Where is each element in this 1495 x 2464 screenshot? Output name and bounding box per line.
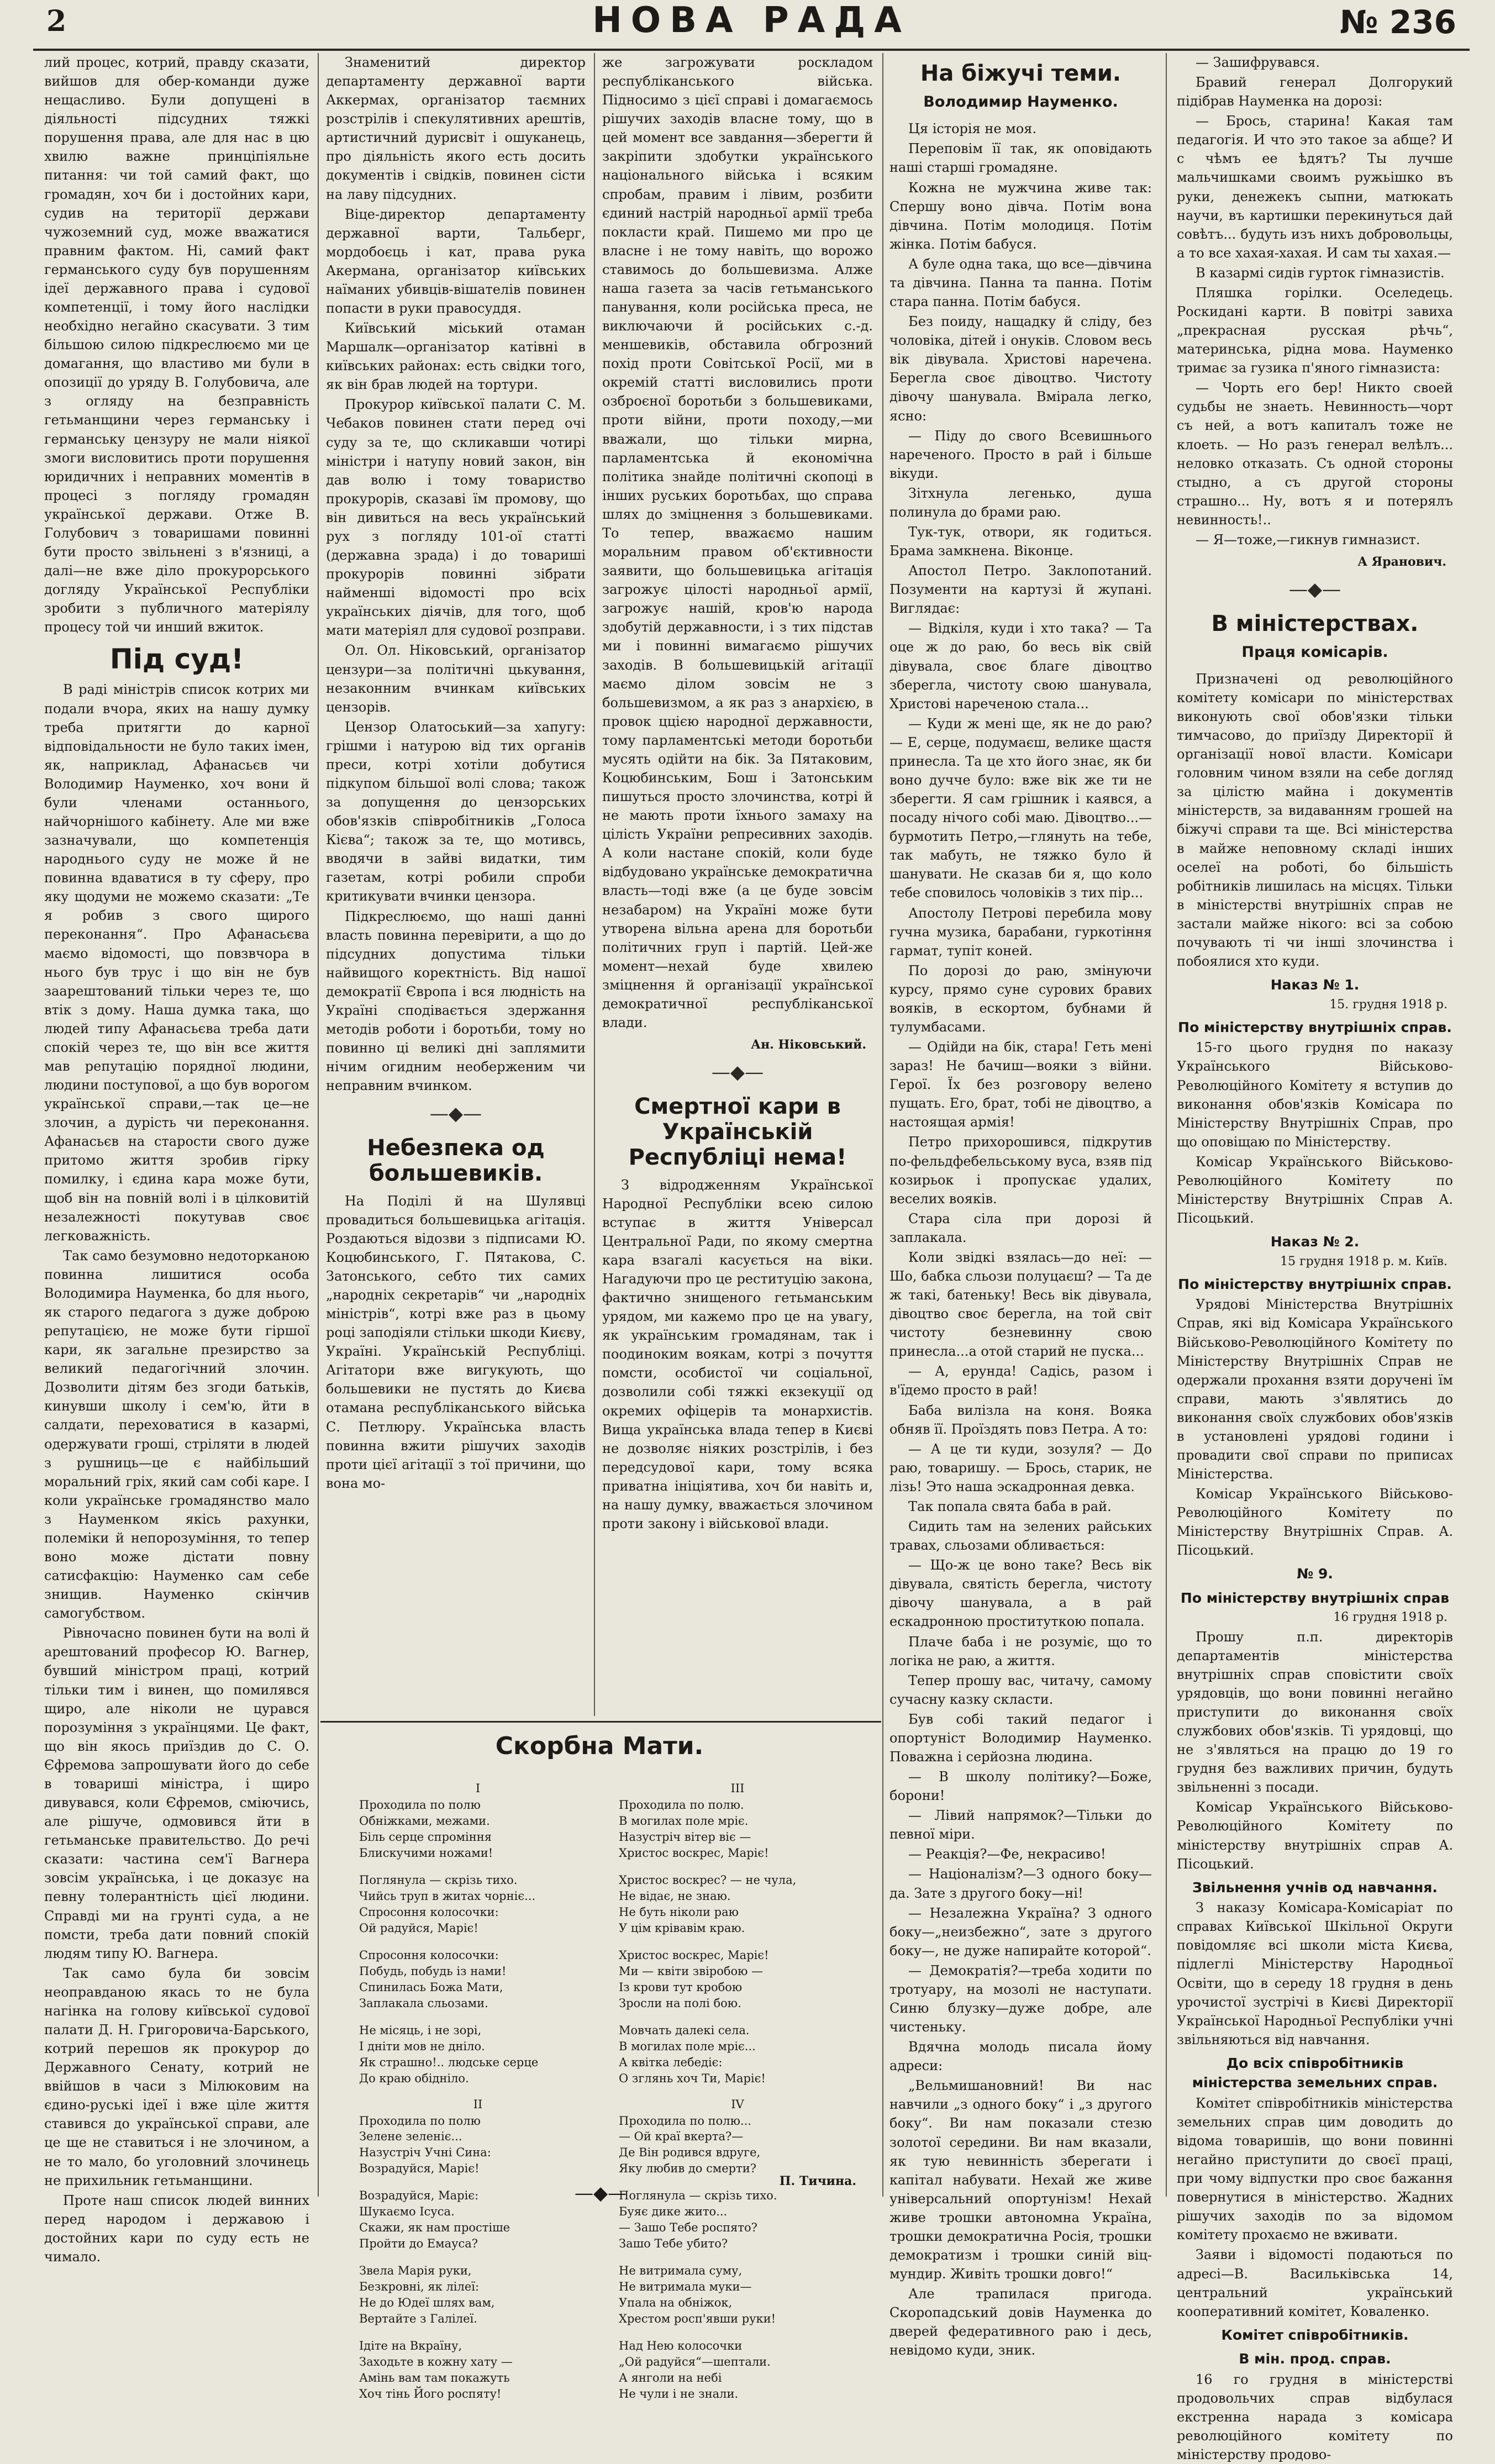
stanza-number: IV (731, 2097, 744, 2111)
article-text: З наказу Комісара-Комісаріат по справах Київської Шкільної Округи повідомляє всі школи міста Києва, підлеглі Міністерству Народньої Освіти, що в середу 18 грудня в день урочистої зустрічі в Києві Директорії Української Народньої Республіки учні звільняються від навчання. (1177, 1900, 1453, 2047)
page-number: 2 (46, 4, 67, 38)
order-heading: По міністерству внутрішніх справ. (1178, 1276, 1452, 1292)
issue-number: № 236 (1339, 3, 1456, 41)
article-text: Підкреслюємо, що наші данні власть повинна перевірити, а що до підсудних допустима тільки найвищого коректність. Від нашої демократії Європа і вся людність на Україні сподівається здержання методів роботи і боротьби, тому но повинно ці великі дні заплямити нічим огидним необерженим чи неправним вчинком. (326, 908, 586, 1094)
article-text: 15-го цього грудня по наказу Українського Військово-Революційного Комітету я вступив до виконання обов'язків Комісара по Міністерству Внутрішніх Справ, про що оповіщаю по Міністерству. (1177, 1040, 1453, 1150)
ornament-divider: —◆— (1288, 578, 1341, 601)
article-text: — Я—тоже,—гикнув гимназист. (1196, 531, 1420, 547)
order-date: 16 грудня 1918 р. (1333, 1610, 1447, 1625)
article-text: Зітхнула легенько, душа полинула до брами раю. (889, 485, 1152, 520)
stanza: Звела Марія руки, Безкровні, як лілеї: Не до Юдеї шлях вам, Вертайте з Галілеї. (359, 2264, 495, 2326)
article-text: — Куди ж мені ще, як не до раю? — Е, серце, подумаєш, велике щастя принесла. Та це хто його знає, як би воно дучче було: вже вік же ти не зберегти. Я сам грішник і каявся, а посаду нічого собі маю. Дівоцтво...—бурмотить Петро,—глянуть на тебе, так мабуть, не тяжко було й шанувати. Не сказав би я, що коло тебе сповилось чоловіків з тих пір... (889, 715, 1152, 901)
section-rule (320, 1721, 881, 1723)
article-text: — А це ти куди, зозуля? — До раю, товаришу. — Брось, старик, не лізь! Это наша эскадронная девка. (889, 1441, 1152, 1494)
article-text: Апостолу Петрові перебила мову гучна музика, барабани, гуркотіння гармат, тупіт коней. (889, 905, 1152, 959)
newspaper-title: НОВА РАДА (592, 0, 910, 41)
order-date: 15. грудня 1918 р. (1329, 997, 1447, 1012)
article-text: Урядові Міністерства Внутрішніх Справ, які від Комісара Українського Військово-Революційного Комітету по Міністерству Внутрішніх Справ не одержали прохання взяти доручені їм справи, мають з'являтись до виконання своїх службових обов'язків в установлені урядові години і провадити свої справи по приписах Міністерства. (1177, 1297, 1453, 1482)
article-text: Проте наш список людей винних перед народом і державою і достойних кари по суду есть не чимало. (44, 2192, 309, 2265)
order-number: Наказ № 1. (1270, 977, 1360, 993)
column-4 (889, 53, 1152, 2358)
article-title: До всіх співробітників міністерства земельних справ. (1192, 2055, 1438, 2091)
article-text: Вдячна молодь писала йому адреси: (889, 2039, 1152, 2074)
poem-title: Скорбна Мати. (495, 1732, 704, 1760)
article-title: На біжучі теми. (920, 61, 1122, 86)
article-text: З відродженням Української Народної Республіки всею силою вступає в життя Універсал Центральної Ради, по якому смертна кара взагалі касується на віки. Нагадуючи про це реституцію закона, фактично знищеного гетьманським урядом, ми кажемо про це на увагу, як українським громадянам, так і поодиноким воякам, котрі з почуття помсти, особистої чи соціальної, дозволили собі тяжкі екзекуції од окремих офіцерів та монархистів. Вища українська влада тепер в Києві не дозволяє ніяких розстрілів, і без передсудової кари, тому всяка приватна ініціятива, хоч би навіть и, на нашу думку, вважається злочином проти закону і військової влади. (602, 1177, 873, 1531)
article-text: „Вельмишановний! Ви нас навчили „з одного боку“ і „з другого боку“. Ви нам показали стезю золотої середини. Ви нам вказали, як тую невинність зберегати і капітал набувати. Нехай же живе універсальний опортунізм! Нехай живе трошки автономна Україна, трошки демократична Росія, трошки демократизм і трошки синій віц-мундир. Живіть трошки довго!“ (889, 2078, 1152, 2282)
article-text: 16 го грудня в міністерстві продовольчих справ відбулася екстренна нарада з комісара революційного комітету по міністерству продово- (1177, 2371, 1453, 2463)
stanza-number: II (473, 2097, 483, 2111)
order-number: Наказ № 2. (1270, 1234, 1360, 1250)
stanza-number: III (730, 1782, 745, 1795)
stanza-number: I (475, 1782, 481, 1795)
article-title: В міністерствах. (1211, 610, 1419, 636)
stanza: Проходила по полю... — Ой краї вкерта?— Де Він родився вдруге, Яку любив до смерти? (619, 2114, 761, 2176)
column-rule (882, 53, 883, 2197)
stanza: Поглянула — скрізь тихо. Буяє дике жито... — Зашо Тебе роспято? Зашо Тебе убито? (619, 2189, 777, 2251)
article-title: Небезпека од большевиків. (367, 1135, 545, 1186)
order-heading: По міністерству внутрішніх справ (1180, 1589, 1450, 1606)
column-rule (594, 53, 595, 1716)
poem-column-right (619, 1782, 856, 2413)
article-text: Бравий генерал Долгорукий підібрав Науменка на дорозі: (1177, 75, 1453, 109)
ornament-divider: —◆— (711, 1061, 764, 1084)
article-text: По дорозі до раю, змінуючи курсу, прямо суне сурових бравих вояків, в ескортом, бубнами й тулумбасами. (889, 962, 1152, 1035)
stanza: Спросоння колосочки: Побудь, побудь із нами! Спинилась Божа Мати, Заплакала сльозами. (359, 1948, 507, 2010)
article-text: Баба вилізла на коня. Воякa обняв її. Проїздять повз Петра. А то: (889, 1402, 1152, 1437)
article-text: Стара сіла при дорозі й заплакала. (889, 1210, 1152, 1245)
article-text: Прошу п.п. директорів департаментів міністерства внутрішніх справ сповістити своїх урядовців, що вони повинні негайно приступити до виконання своїх службових обов'язків. Ті урядовці, що не з'являться на працю до 19 го грудня без важливих причин, будуть звільненні з посади. (1177, 1629, 1453, 1796)
masthead (33, 0, 1470, 51)
article-text: Прокурор київської палати С. М. Чебаков повинен стати перед очі суду за те, що скликавши чотирі міністри і натупу новий закон, він дав волю і тому товариство прокурорів, сказаві їм промову, що він дивиться на весь український рух з погляду 101-ої статті (державна зрада) і до товариші прокурорів повинні зібрати найменші відомості про всіх українських діячів, для того, щоб мати матеріял для судової розправи. (326, 397, 586, 639)
article-text: — Лівий напрямок?—Тільки до певної міри. (889, 1808, 1152, 1842)
stanza: Над Нею колосочки „Ой радуйся“—шептали. А янголи на небі Не чули і не знали. (619, 2339, 771, 2401)
article-title: В мін. прод. справ. (1239, 2351, 1391, 2367)
article-text: Комісар Українського Військово-Революційного Комітету по Міністерству Внутрішніх Справ А. Пісоцький. (1177, 1154, 1453, 1226)
article-text: А буле одна така, що все—дівчина та дівчина. Панна та панна. Потім стара панна. Потім бабуся. (889, 256, 1152, 310)
column-2 (326, 53, 586, 1710)
article-subtitle: Володимир Науменко. (923, 93, 1118, 110)
article-text: Коли звідкі взялась—до неї: — Шо, бабка сльози полуцаєш? — Та де ж такі, батеньку! Весь вік дівувала, дівоцтво своє берегла, на той світ чистоту безневинну свою принесла...а отой старий не пуска... (889, 1249, 1152, 1360)
article-text: — А, ерунда! Садісь, разом і в'їдемо просто в рай! (889, 1363, 1152, 1398)
article-text: Але трапилася пригода. Скоропадський довів Науменка до дверей федеративного раю і десь, невідомо куди, зник. (889, 2286, 1152, 2358)
article-text: Рівночасно повинен бути на волі й арештований професор Ю. Вагнер, бувший міністром праці, котрий тільки тим і винен, що помилявся щиро, але ніколи не цурався порозуміння з українцями. Це факт, що він якось приїздив до С. О. Єфремова запрошувати його до себе в товариші міністра, і щиро дивувався, коли Єфремов, сміючись, але рішуче, одмовився йти в гетьманське правительство. До речі сказати: частина сем'ї Вагнера зовсім українська, і це доказує на певну толерантність цієї людини. Справді ми на грунті суда, а не помсти, треба дати повний спокій людям типу Ю. Вагнера. (44, 1625, 309, 1961)
column-rule (318, 53, 319, 2197)
article-text: В раді міністрів список котрих ми подали вчора, яких на нашу думку треба притягти до карної відповідальности не було таких імен, як, наприклад, Афанасьєв чи Володимир Науменко, хоч вони й були членами останнього, найчорнішого кабінету. Але ми вже зазначували, що компетенція народнього суду не може й не повинна вдаватися в ту сферу, про яку щодуми не можемо сказати: „Те я робив з свого щирого переконання“. Про Афанасьєва маємо відомості, що повзвчора в нього був трус і що він не був заарештований тільки через те, що втік з дому. Наша думка така, що людей типу Афанасьєва треба дати спокій через те, що він все життя мав репутацію порядної людини, людини поступової, а що був ворогом української справи,—так це—не злочин, а дурість чи переконання. Афанасьєв на старости свого дуже притомо життя зробив гірку помилку, і єдина кара може бути, щоб він на повній волі і в цілковитій незалежності покутував своє легковажність. (44, 682, 309, 1244)
article-text: — Чорть его бер! Никто своей судьбы не знаеть. Невинность—чорт съ ней, а вотъ капиталъ тоже не клоеть. — Но разъ генерал велѣлъ... неловко отказать. Съ одной стороны стыдно, а съ другой стороны страшно... Ну, вотъ я и потерялъ невинность!.. (1177, 380, 1453, 528)
article-title: Звільнення учнів од навчання. (1192, 1879, 1438, 1896)
poem (326, 1732, 873, 2401)
article-text: Призначені од революційного комітету комісари по міністерствах виконують свої обов'язки тільки тимчасово, до приїзду Директорії й організації нової власти. Комісари головним чином взяли на себе догляд за цілістю майна і документів міністерств, за видаванням грошей на біжучі справи та ще. Всі міністерства в майже неповному складі інших оселеї на роботі, бо більшість робітників лишилась на місцях. Тільки в міністерстві внутрішніх справ не застали майже нікого: всі за собою почувають ті чи інші злочинства і побоялися хто куди. (1177, 671, 1453, 970)
column-5 (1177, 53, 1453, 2463)
article-text: На Поділі й на Шулявці провадиться большевицька агітація. Роздаються відозви з підписами Ю. Коцюбинського, Г. Пятакова, С. Затонського, себто тих самих „народніх секретарів“ чи „народніх міністрів“, котрі вже раз в цьому році заподіяли стільки шкоди Києву, Україні. Українській Республіці. Агітатори вже вигукують, що большевики не пустять до Києва отамана республіканського війська С. Петлюру. Українська власть повинна вжити рішучих заходів проти цієї агітації з тої причини, що вона мо- (326, 1193, 586, 1491)
column-3 (602, 53, 873, 1710)
article-text: Київський міський отаман Маршалк—організатор катівні в київських районах: есть свідки того, як він брав людей на тортури. (326, 320, 586, 393)
article-text: — Відкіля, куди і хто така? — Та оце ж до раю, бо весь вік свій дівувала, своє благе дівоцтво зберегла, чистоту свою шанувала, Христові нареченою стала... (889, 620, 1152, 712)
stanza: Не місяць, і не зорі, І дніти мов не дніло. Як страшно!.. людське серце До краю обідніло. (359, 2023, 539, 2085)
article-text: — Зашифрувався. (1196, 55, 1320, 70)
article-title: Під суд! (109, 643, 244, 676)
order-heading: По міністерству внутрішніх справ. (1178, 1019, 1452, 1035)
order-number: № 9. (1297, 1566, 1333, 1582)
article-text: Пляшка горілки. Оселедець. Роскидані карти. В повітрі завиха „прекрасная русская рѣчь“, материнська, рідна мова. Науменко тримає за гузика п'яного гімназиста: (1177, 285, 1453, 376)
article-signature: Ан. Ніковський. (751, 1038, 866, 1052)
article-text: — Демократія?—треба ходити по тротуару, на мозолі не наступати. Синю блузку—дуже добре, але чистеньку. (889, 1962, 1152, 2035)
article-text: — Що-ж це воно таке? Весь вік дівувала, святість берегла, чистоту дівочу шанувала, а в рай ескадронною проституткою попала. (889, 1557, 1152, 1630)
column-1 (44, 53, 309, 2265)
article-text: Так само була би зовсім неоправданою якась то не була нагінка на голову київської судової палати Д. Н. Григоровича-Барського, котрий перешов як прокурор до Державного Сенату, котрий не ввійшов в часи з Мілюковим на єдино-руські ідеї і вже ціле життя ставився до української справи, але це ще не ставиться і не злочином, а не то мало, бо уголовний злочинець не прихильник гетьманщини. (44, 1965, 309, 2188)
article-text: — Реакція?—Фе, некрасиво! (908, 1846, 1106, 1862)
article-text: Ол. Ол. Ніковський, організатор цензури—за політичні цькування, незаконним вчинкам київських цензорів. (326, 643, 586, 715)
stanza: Христос воскрес, Маріє! Ми — квіти звіробою — Із крови тут кробою Зросли на полі бою. (619, 1948, 769, 2010)
poem-column-left (359, 1782, 597, 2413)
stanza: Христос воскрес? — не чула, Не відає, не знаю. Не буть ніколи раю У цім крівавім краю. (619, 1873, 797, 1935)
article-text: Плаче баба і не розуміє, що то логіка не раю, а життя. (889, 1634, 1152, 1668)
stanza: Проходила по полю. В могилах поле мріє. Назустріч вітер віє — Христос воскрес, Маріє! (619, 1798, 769, 1860)
article-text: Сидить там на зелених райських травах, сльозами обливається: (889, 1519, 1152, 1554)
article-text: же загрожувати роскладом республіканського війська. Підносимо з цієї справі і домагаємось рішучих заходів власне тому, що в цей момент все завдання—зберегти й закріпити здобутки українського національного війська і всяким спробам, правим і лівим, розбити єдиний настрій народньої армії треба покласти край. Пишемо ми про це власне і не тому навіть, що ворожо ставимось до большевизма. Алже наша газета за часів гетьманського панування, коли російська преса, не виключаючи й російських с.-д. меншевиків, обставила обгрозний похід проти Совітської Росії, ми в окремій статті висловились проти озброєної боротьби з большевиками, проти війни, проти походу,—ми вважали, що тільки мирна, парламентська й економічна політика знайде політичні скопоці в інших руських боротьбах, що справа шлях до зміцнення з большевиками. То тепер, вважаємо нашим моральним правом об'єктивности заявити, що большевицька агітація загрожує цілості народньої армії, загрожує нашій, кров'ю народа здобутій державности, і з тих підстав ми і повинні вимагаємо рішучих заходів. В большевицькій агітації маємо ділом зовсім не з большевизмом, а як раз з анархією, в провок ццією народної державности, тому парламентські методи боротьби мусять одійти на бік. За Пятаковим, Коцюбинським, Бош і Затонським пишуться просто злочинства, котрі й не мають проти їхнього замаху на цілість України репресивних заходів. А коли настане спокій, коли буде відбудовано українське демократична власть—тоді вже (а це буде зовсім незабаром) на Україні може бути утворена вільна арена для боротьби політичних груп і партій. Цей-же момент—нехай буде хвилею зміцнення й організації української демократичної республіканської влади. (602, 55, 873, 1030)
article-text: Ця історія не моя. (908, 121, 1037, 137)
article-text: Комісар Українського Військово-Революційного Комітету по міністерству внутрішніх справ А. Пісоцький. (1177, 1799, 1453, 1872)
stanza: Проходила по полю Обніжками, межами. Біль серце спроміння Блискучими ножами! (359, 1798, 493, 1860)
article-subtitle: Праця комісарів. (1241, 643, 1388, 661)
stanza: Поглянула — скрізь тихо. Чийсь труп в житах чорніє... Спросоння колосочки: Ой радуйся, Маріє! (359, 1873, 536, 1935)
article-text: Без поиду, нащадку й сліду, без чоловіка, дітей і онуків. Словом весь вік дівувала. Христові наречена. Берегла своє дівоцтво. Чистоту дівочу шанувала. Вмірала легко, ясно: (889, 314, 1152, 424)
order-date: 15 грудня 1918 р. м. Київ. (1280, 1254, 1447, 1268)
article-text: Так попала свята баба в рай. (908, 1498, 1112, 1514)
stanza: Не витримала суму, Не витримала муки— Упала на обніжок, Хрестом росп'явши руки! (619, 2264, 776, 2326)
stanza: Возрадуйся, Маріє: Шукаємо Ісуса. Скажи, як нам простіше Пройти до Емауса? (359, 2189, 510, 2251)
article-text: Знаменитий директор департаменту державної варти Аккермах, організатор таємних розстрілів і спекулятивних арештів, артистичний дурисвіт і ошуканець, про діяльність якого есть досить документів і свідків, повинен сісти на лаву підсудних. (326, 55, 586, 202)
article-text: В казармі сидів гурток гімназистів. (1196, 265, 1445, 281)
article-text: Петро прихорошився, підкрутив по-фельдфебельському вуса, взяв під козирьок і пропускає удалих, веселих вояків. (889, 1134, 1152, 1207)
poem-author: П. Тичина. (779, 2174, 856, 2188)
column-rule (1166, 53, 1167, 2197)
article-text: лий процес, котрий, правду сказати, вийшов для обер-команди дуже нещасливо. Були допущені в діяльності підсудних тяжкі порушення права, але для нас в цю хвилю важне принціпіяльне питання: чи той самий факт, що громадян, хоч би і достойних кари, судив на території держави чужоземний суд, може вважатися правним фактом. Ні, самий факт германського суду був порушенням ідеї державного права і судової компетенції, і тому його наслідки необхідно негайно скасувати. З тим більшою силою підкреслюємо ми це домагання, що властиво ми були в опозиції до уряду В. Голубовича, але з огляду на безправність гетьманщини через германську і германську цензуру не мали ніякої змоги висловитись проти порушення юридичних і неправних моментів в процесі з погляду громадян української держави. Отже В. Голубович з товаришами повинні бути просто звільнені з в'язниці, а далі—не вже діло прокурорського догляду Української Республіки зробити з публичного матеріялу процесу той чи инший вжиток. (44, 55, 309, 635)
article-text: Апостол Петро. Заклопотаний. Позументи на картузі й жупані. Виглядає: (889, 563, 1152, 617)
article-text: Кожна не мужчина живе так: Спершу воно дівча. Потім вона дівчина. Потім молодиця. Потім жінка. Потім бабуся. (889, 180, 1152, 252)
article-text: — В школу політику?—Боже, борони! (889, 1769, 1152, 1804)
article-text: — Незалежна Україна? З одного боку—„неизбежно“, зате з другого боку—, не дуже напирайте которой“. (889, 1905, 1152, 1958)
ornament-divider: —◆— (575, 2182, 627, 2204)
stanza: Проходила по полю Зелене зеленіє... Назустріч Учні Сина: Возрадуйся, Маріє! (359, 2114, 491, 2176)
article-title: Смертної кари в Українській Республіці нема! (628, 1093, 847, 1170)
article-text: Тук-тук, отвори, як годиться. Брама замкнена. Віконце. (889, 524, 1152, 559)
article-text: Цензор Олатоський—за хапугу: грішми і натурою від тих органів преси, котрі хотіли добутися підкупом більшої волі слова; також за допущення до цензорських обов'язків співробітників „Голоса Кієва“; також за те, що мотивсь, вводячи в зайві видатки, тим газетам, котрі робили спроби критикувати вчинки цензора. (326, 719, 586, 904)
article-text: Так само безумовно недоторканою повинна лишитися особа Володимира Науменка, бо для нього, як старого педагога з дуже доброю репутацією, не може бути гіршої кари, як загальне презирство за великий педагогічний злочин. Дозволити дітям без згоди батьків, кинувши школу і сем'ю, йти в салдати, переховатися в казармі, одержувати гроші, стріляти в людей з рушниць—це є найбільший моральний гріх, який сам собі каре. І коли українське громадянство мало з Науменком якісь рахунки, полеміки й непорозуміння, то тепер воно може дістати повну сатисфакцію: Науменко сам себе знищив. Науменко скінчив самогубством. (44, 1247, 309, 1621)
article-text: — Брось, старина! Какая там педагогія. И что это такое за абще? И с чѣмъ ее ѣдятъ? Ты лучше мальчишками своимъ ружьішко въ руки, денежекъ сыпни, матюкать научи, въ картишки перекинуться дай совѣтъ... будуть изъ нихъ добровольцы, а то все хахая-хахая. И сам ты хахая.— (1177, 113, 1453, 261)
article-text: — Націоналізм?—З одного боку—да. Зате з другого боку—ні! (889, 1866, 1152, 1901)
article-text: Віце-директор департаменту державної варти, Тальберг, мордобоєць і кат, права рука Акермана, організатор київських наїманих убивців-вішателів повинен попасти в руки правосуддя. (326, 206, 586, 317)
article-text: Тепер прошу вас, читачу, самому сучасну казку скласти. (889, 1672, 1152, 1707)
article-text: — Одійди на бік, стара! Геть мені зараз! Не бачиш—вояки з війни. Герої. Їх без розговору велено пущать. Его, брат, тобі не дівоцтво, а настоящая армія! (889, 1039, 1152, 1130)
article-text: Був собі такий педагог і опортуніст Володимир Науменко. Поважна і серйозна людина. (889, 1711, 1152, 1765)
ornament-divider: —◆— (429, 1103, 482, 1125)
article-text: Переповім її так, як оповідають наші старші громадяне. (889, 141, 1152, 176)
article-title: Комітет співробітників. (1221, 2326, 1409, 2343)
article-text: Комітет співробітників міністерства земельних справ цим доводить до відома товаришів, що вони повинні негайно приступити до своєї праці, при чому відпустки про своє бажання повернутися в міністерство. Жадних рішучих заходів по за відомом комітету прохаємо не вживати. (1177, 2095, 1453, 2243)
article-text: — Піду до свого Всевишнього нареченого. Просто в рай і більше вікуди. (889, 428, 1152, 481)
article-signature: А Яранович. (1357, 555, 1446, 570)
stanza: Мовчать далекі села. В могилах поле мріє... А квітка лебедіє: О зглянь хоч Ти, Маріє! (619, 2023, 766, 2085)
article-text: Заяви і відомості подаються по адресі—В. Васильківська 14, центральний український кооперативний комітет, Коваленко. (1177, 2247, 1453, 2319)
article-text: Комісар Українського Військово-Революційного Комітету по Міністерству Внутрішніх Справ. А. Пісоцький. (1177, 1486, 1453, 1559)
stanza: Ідіте на Вкраїну, Заходьте в кожну хату — Амінь вам там покажуть Хоч тінь Його роспяту! (359, 2339, 513, 2401)
